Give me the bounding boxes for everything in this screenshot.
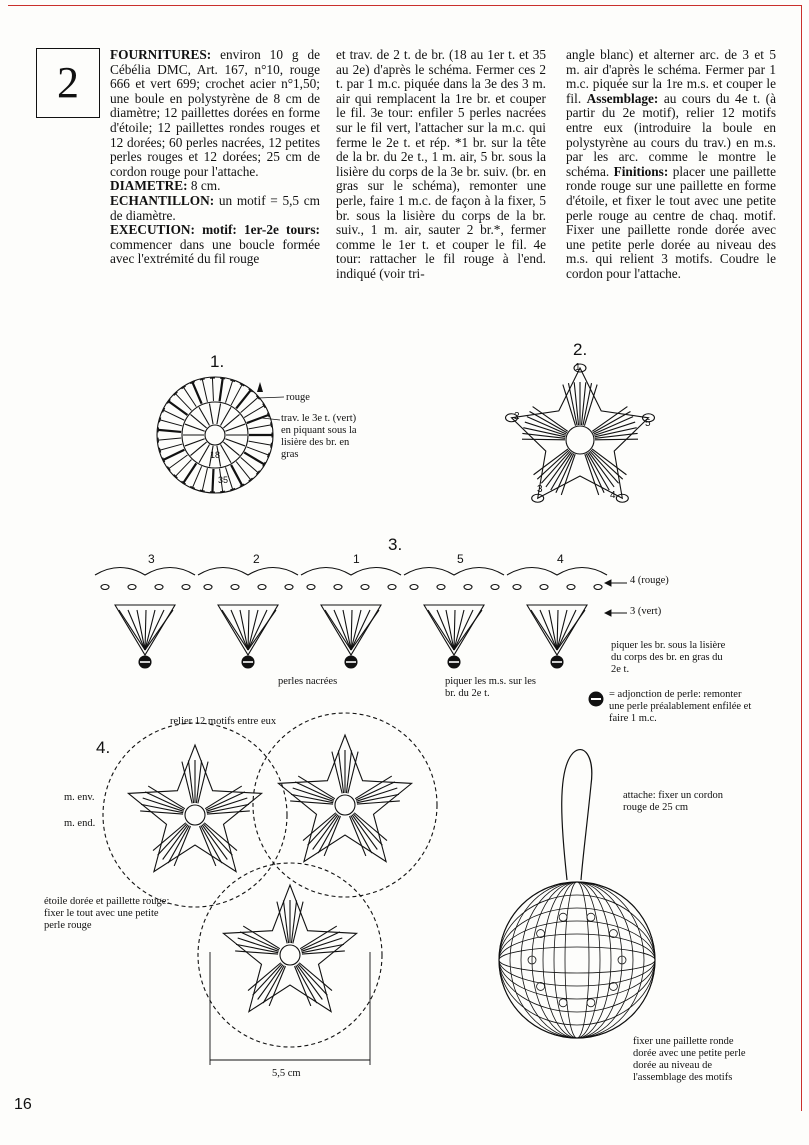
- assembly-paragraph: angle blanc) et alterner arc. de 3 et 5 m. air d'après le schéma. Fermer par 1 m.c. piquée sur la 1re m.s. et couper le fil. Assemblage: au cours du 4e t. (à partir du 2e motif), relier 12 motifs entre eux (introduire la boule en polystyrène au cours du trav.) en m.s. par les arc. comme le montre le schéma. Finitions: placer une paillette ronde rouge sur une paillette en forme d'étoile, et fixer le tout avec une petite perle rouge au centre de chaq. motif. Fixer une paillette ronde dorée avec une petite perle dorée au niveau des m.s. qui relient 3 motifs. Coudre le cordon pour l'attache.: [566, 47, 776, 281]
- diagram-3-segment-3: 3: [148, 552, 155, 566]
- diagram-4-number: 4.: [96, 738, 111, 757]
- ornament-label-attache: attache: fixer un cordon rouge de 25 cm: [623, 790, 723, 813]
- diagram-2-point-3: 3: [537, 484, 543, 495]
- diagram-1-label-rouge: rouge: [286, 392, 310, 403]
- legend-arrows: [603, 575, 633, 625]
- diagram-1-leader-lines: [250, 380, 290, 430]
- legend-round-3: 3 (vert): [630, 606, 662, 617]
- diameter-label: DIAMETRE:: [110, 178, 188, 194]
- diameter-paragraph: DIAMETRE: 8 cm.: [110, 178, 221, 194]
- diagram-3-label-ms: piquer les m.s. sur les br. du 2e t.: [445, 676, 536, 699]
- diagram-4-label-end: m. end.: [64, 818, 96, 829]
- diagram-3-number: 3.: [388, 535, 403, 554]
- diagram-1-annotation: trav. le 3e t. (vert) en piquant sous la lisière des br. en gras: [281, 413, 357, 460]
- instructions-column-1: [110, 48, 320, 267]
- pattern-number: 2: [36, 48, 100, 118]
- diagram-2-point-1: 1: [575, 362, 581, 373]
- diagram-1-number: 1.: [210, 352, 225, 371]
- execution-label: EXECUTION: motif: 1er-2e tours:: [110, 222, 320, 238]
- bead-symbol-icon: [587, 690, 605, 708]
- diagram-4-title: relier 12 motifs entre eux: [170, 716, 277, 727]
- diagram-2-point-5: 5: [645, 418, 651, 429]
- diagram-4-dimension: 5,5 cm: [272, 1068, 301, 1079]
- ornament-label-bottom: fixer une paillette ronde dorée avec une petite perle dorée au niveau de l'assemblage des motifs: [633, 1036, 746, 1083]
- diagram-2-point-4: 4: [610, 490, 616, 501]
- diagram-1-count-18: 18: [210, 450, 221, 460]
- page-number: 16: [14, 1096, 32, 1113]
- bead-legend: = adjonction de perle: remonter une perle préalablement enfilée et faire 1 m.c.: [609, 689, 752, 724]
- diagram-3-label-perles: perles nacrées: [278, 676, 338, 687]
- diagram-2-point-2: 2: [514, 411, 520, 422]
- execution-paragraph: EXECUTION: motif: 1er-2e tours: commencer dans une boucle formée avec l'extrémité du fil rouge: [110, 222, 320, 267]
- instructions-column-2: [336, 48, 546, 282]
- instructions-column-3: [566, 48, 776, 282]
- diagram-3-segment-2: 2: [253, 552, 260, 566]
- supplies-paragraph: FOURNITURES: environ 10 g de Cébélia DMC, Art. 167, n°10, rouge 666 et vert 699; crochet acier n°1,50; une boule en polystyrène de 8 cm de diamètre; 12 paillettes dorées en forme d'étoile; 12 paillettes rondes rouges et 12 dorées; 60 perles nacrées, 12 petites perles rouges et 12 dorées; 25 cm de cordon rouge pour l'attache.: [110, 47, 320, 179]
- diagram-3-segment-1: 1: [353, 552, 360, 566]
- legend-round-4: 4 (rouge): [630, 575, 669, 586]
- diagram-4-label-star: étoile dorée et paillette rouge: fixer le tout avec une petite perle rouge: [44, 896, 170, 931]
- diagram-2-number: 2.: [573, 340, 588, 359]
- assembly-label: Assemblage:: [586, 90, 659, 106]
- supplies-label: FOURNITURES:: [110, 47, 212, 62]
- diagram-3-linear-chart: [80, 552, 610, 675]
- diagram-3-segment-4: 4: [557, 552, 564, 566]
- gauge-label: ECHANTILLON:: [110, 192, 215, 208]
- gauge-paragraph: ECHANTILLON: un motif = 5,5 cm de diamètre.: [110, 192, 320, 223]
- diagram-3-note-br: piquer les br. sous la lisière du corps des br. en gras du 2e t.: [611, 640, 726, 675]
- diagram-3-segment-5: 5: [457, 552, 464, 566]
- diagram-1-count-35: 35: [218, 475, 229, 485]
- diagram-4-label-env: m. env.: [64, 792, 95, 803]
- finishing-label: Finitions:: [613, 163, 669, 179]
- diagram-2-star-chart: [500, 360, 660, 520]
- rounds-paragraph: et trav. de 2 t. de br. (18 au 1er t. et 35 au 2e) d'après le schéma. Fermer ces 2 t. par 1 m.c. piquée dans la 3e des 3 m. air qui remplacent la 1re br. et couper le fil. 3e tour: enfiler 5 perles nacrées sur le fil vert, l'attacher sur la m.c. qui ferme le 2e t. et rép. *1 br. sur la tête de la br. du 2e t., 1 m. air, 5 br. sous la lisière du corps de la 3e br. suiv. (br. en gras sur le schéma), remonter une perle, faire 1 m.c. de façon à la fixer, 5 br. sous la lisière du corps de la br. suiv., 1 m. air, sauter 2 br.*, fermer comme le 1er t. et couper le fil. 4e tour: rattacher le fil rouge à l'end. indiqué (voir tri-: [336, 47, 546, 281]
